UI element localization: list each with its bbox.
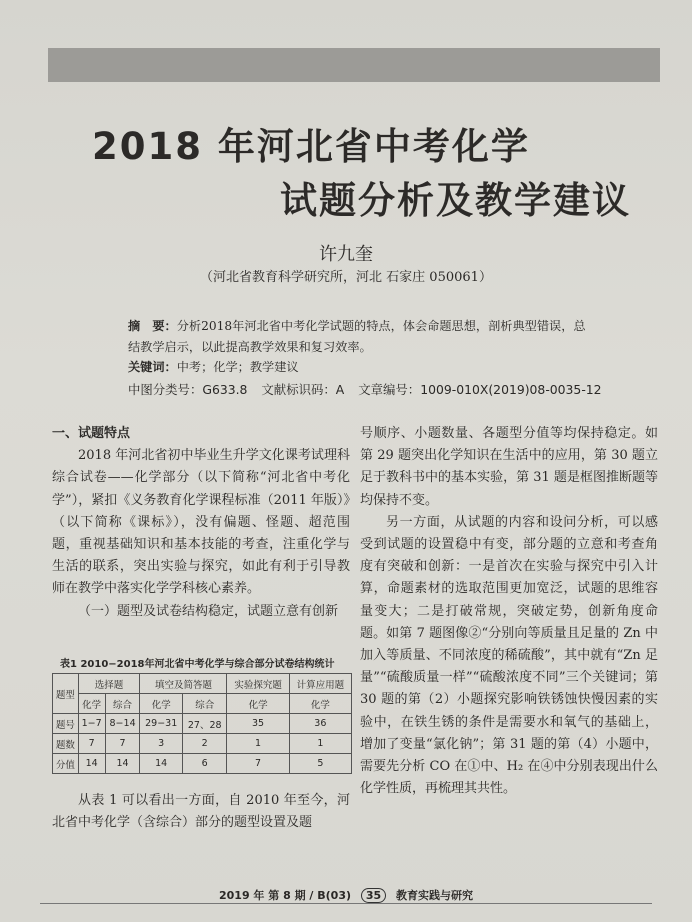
table-subheader-row — [53, 694, 352, 714]
table-row-label: 题号 — [53, 714, 79, 734]
table-subheader: 化学 — [289, 694, 351, 714]
header-banner — [48, 48, 660, 82]
structure-table — [52, 673, 352, 774]
table-group-header: 填空及简答题 — [140, 674, 227, 694]
table-cell: 8−14 — [105, 714, 140, 734]
table-row-label: 题数 — [53, 734, 79, 754]
left-paragraph-1: 2018 年河北省初中毕业生升学文化课考试理科综合试卷——化学部分（以下简称“河北省中考化学”），紧扣《义务教育化学课程标准（2011 年版）》（以下简称《课标》），没有偏题、怪题、超范围题，重视基础知识和基本技能的考查，注重化学与生活的联系，突出实验与探究，如此有利于引导教师在教学中落实化学学科核心素养。 — [52, 448, 350, 597]
right-paragraph-2: 另一方面，从试题的内容和设问分析，可以感受到试题的设置稳中有变，部分题的立意和考查角度有突破和创新：一是首次在实验与探究中引入计算，命题素材的选取范围更加宽泛，试题的思维容量变大；二是打破常规，突破定势，创新角度命题。如第 7 题图像②“分别向等质量且足量的 Zn 中加入等质量、不同浓度的稀硫酸”，其中就有“Zn 足量”“硫酸质量一样”“硫酸浓度不同”三个关键词；第 30 题的第（2）小题探究影响铁锈蚀快慢因素的实验中，在铁生锈的条件是需要水和氧气的基础上，增加了变量“氯化钠”；第 31 题的第（4）小题中，需要先分析 CO 在①中、H₂ 在④中分别表现出什么化学性质，再梳理其共性。 — [360, 514, 658, 797]
table-cell: 5 — [289, 754, 351, 774]
abstract-text-1: 分析2018年河北省中考化学试题的特点，体会命题思想，剖析典型错误，总 — [176, 319, 586, 333]
article-title-line1: 2018 年河北省中考化学 — [92, 125, 530, 168]
table-cell: 36 — [289, 714, 351, 734]
table-cell: 35 — [227, 714, 289, 734]
table-subheader: 化学 — [140, 694, 183, 714]
page-number: 35 — [361, 888, 386, 903]
table-subheader: 化学 — [227, 694, 289, 714]
section-heading: 一、试题特点 — [52, 426, 131, 441]
table-subheader: 综合 — [182, 694, 227, 714]
table-group-header: 计算应用题 — [289, 674, 351, 694]
left-column-continued — [52, 790, 350, 834]
journal-name: 教育实践与研究 — [396, 889, 473, 902]
author-affiliation: （河北省教育科学研究所，河北 石家庄 050061） — [200, 270, 492, 285]
table-corner-cell: 题型 — [53, 674, 79, 714]
table-subheader: 综合 — [105, 694, 140, 714]
right-paragraph-1: 号顺序、小题数量、各题型分值等均保持稳定。如第 29 题突出化学知识在生活中的应用，第 30 题立足于教科书中的基本实验，第 31 题是框图推断题等均保持不变。 — [360, 426, 658, 508]
table-cell: 14 — [78, 754, 105, 774]
table-cell: 1−7 — [78, 714, 105, 734]
abstract-text-2: 结教学启示，以此提高教学效果和复习效率。 — [128, 340, 372, 354]
keywords-label: 关键词： — [128, 360, 177, 374]
table-cell: 6 — [182, 754, 227, 774]
after-table-paragraph: 从表 1 可以看出一方面，自 2010 年至今，河北省中考化学（含综合）部分的题型设置及题 — [52, 793, 350, 831]
table-subheader: 化学 — [78, 694, 105, 714]
table-row — [53, 754, 352, 774]
table-cell: 1 — [227, 734, 289, 754]
table-cell: 3 — [140, 734, 183, 754]
table-row — [53, 734, 352, 754]
subsection-heading: （一）题型及试卷结构稳定，试题立意有创新 — [78, 603, 339, 619]
abstract — [128, 316, 628, 358]
table-cell: 7 — [105, 734, 140, 754]
left-column — [52, 423, 350, 623]
table-cell: 14 — [140, 754, 183, 774]
table-row — [53, 714, 352, 734]
table-group-header: 选择题 — [78, 674, 140, 694]
table-cell: 1 — [289, 734, 351, 754]
keywords — [128, 358, 299, 375]
table-cell: 27、28 — [182, 714, 227, 734]
table-cell: 2 — [182, 734, 227, 754]
table-row-label: 分值 — [53, 754, 79, 774]
abstract-label: 摘 要： — [128, 319, 177, 333]
right-column — [360, 423, 658, 800]
page-footer — [0, 887, 692, 903]
table-cell: 29−31 — [140, 714, 183, 734]
author-name: 许九奎 — [319, 244, 373, 265]
table-header-row — [53, 674, 352, 694]
keywords-text: 中考；化学；教学建议 — [176, 360, 299, 374]
article-title-line2: 试题分析及教学建议 — [280, 179, 631, 222]
article-number: 文章编号：1009-010X(2019)08-0035-12 — [358, 382, 602, 397]
table-cell: 7 — [78, 734, 105, 754]
clc-number: 中图分类号：G633.8 — [128, 382, 248, 397]
footer-rule — [40, 903, 652, 904]
table-cell: 7 — [227, 754, 289, 774]
classification-line — [128, 380, 602, 398]
issue-info: 2019 年 第 8 期 / B(03) — [218, 889, 351, 902]
table-group-header: 实验探究题 — [227, 674, 289, 694]
document-code: 文献标识码：A — [261, 382, 345, 397]
table-caption: 表1 2010−2018年河北省中考化学与综合部分试卷结构统计 — [60, 659, 335, 670]
table-cell: 14 — [105, 754, 140, 774]
